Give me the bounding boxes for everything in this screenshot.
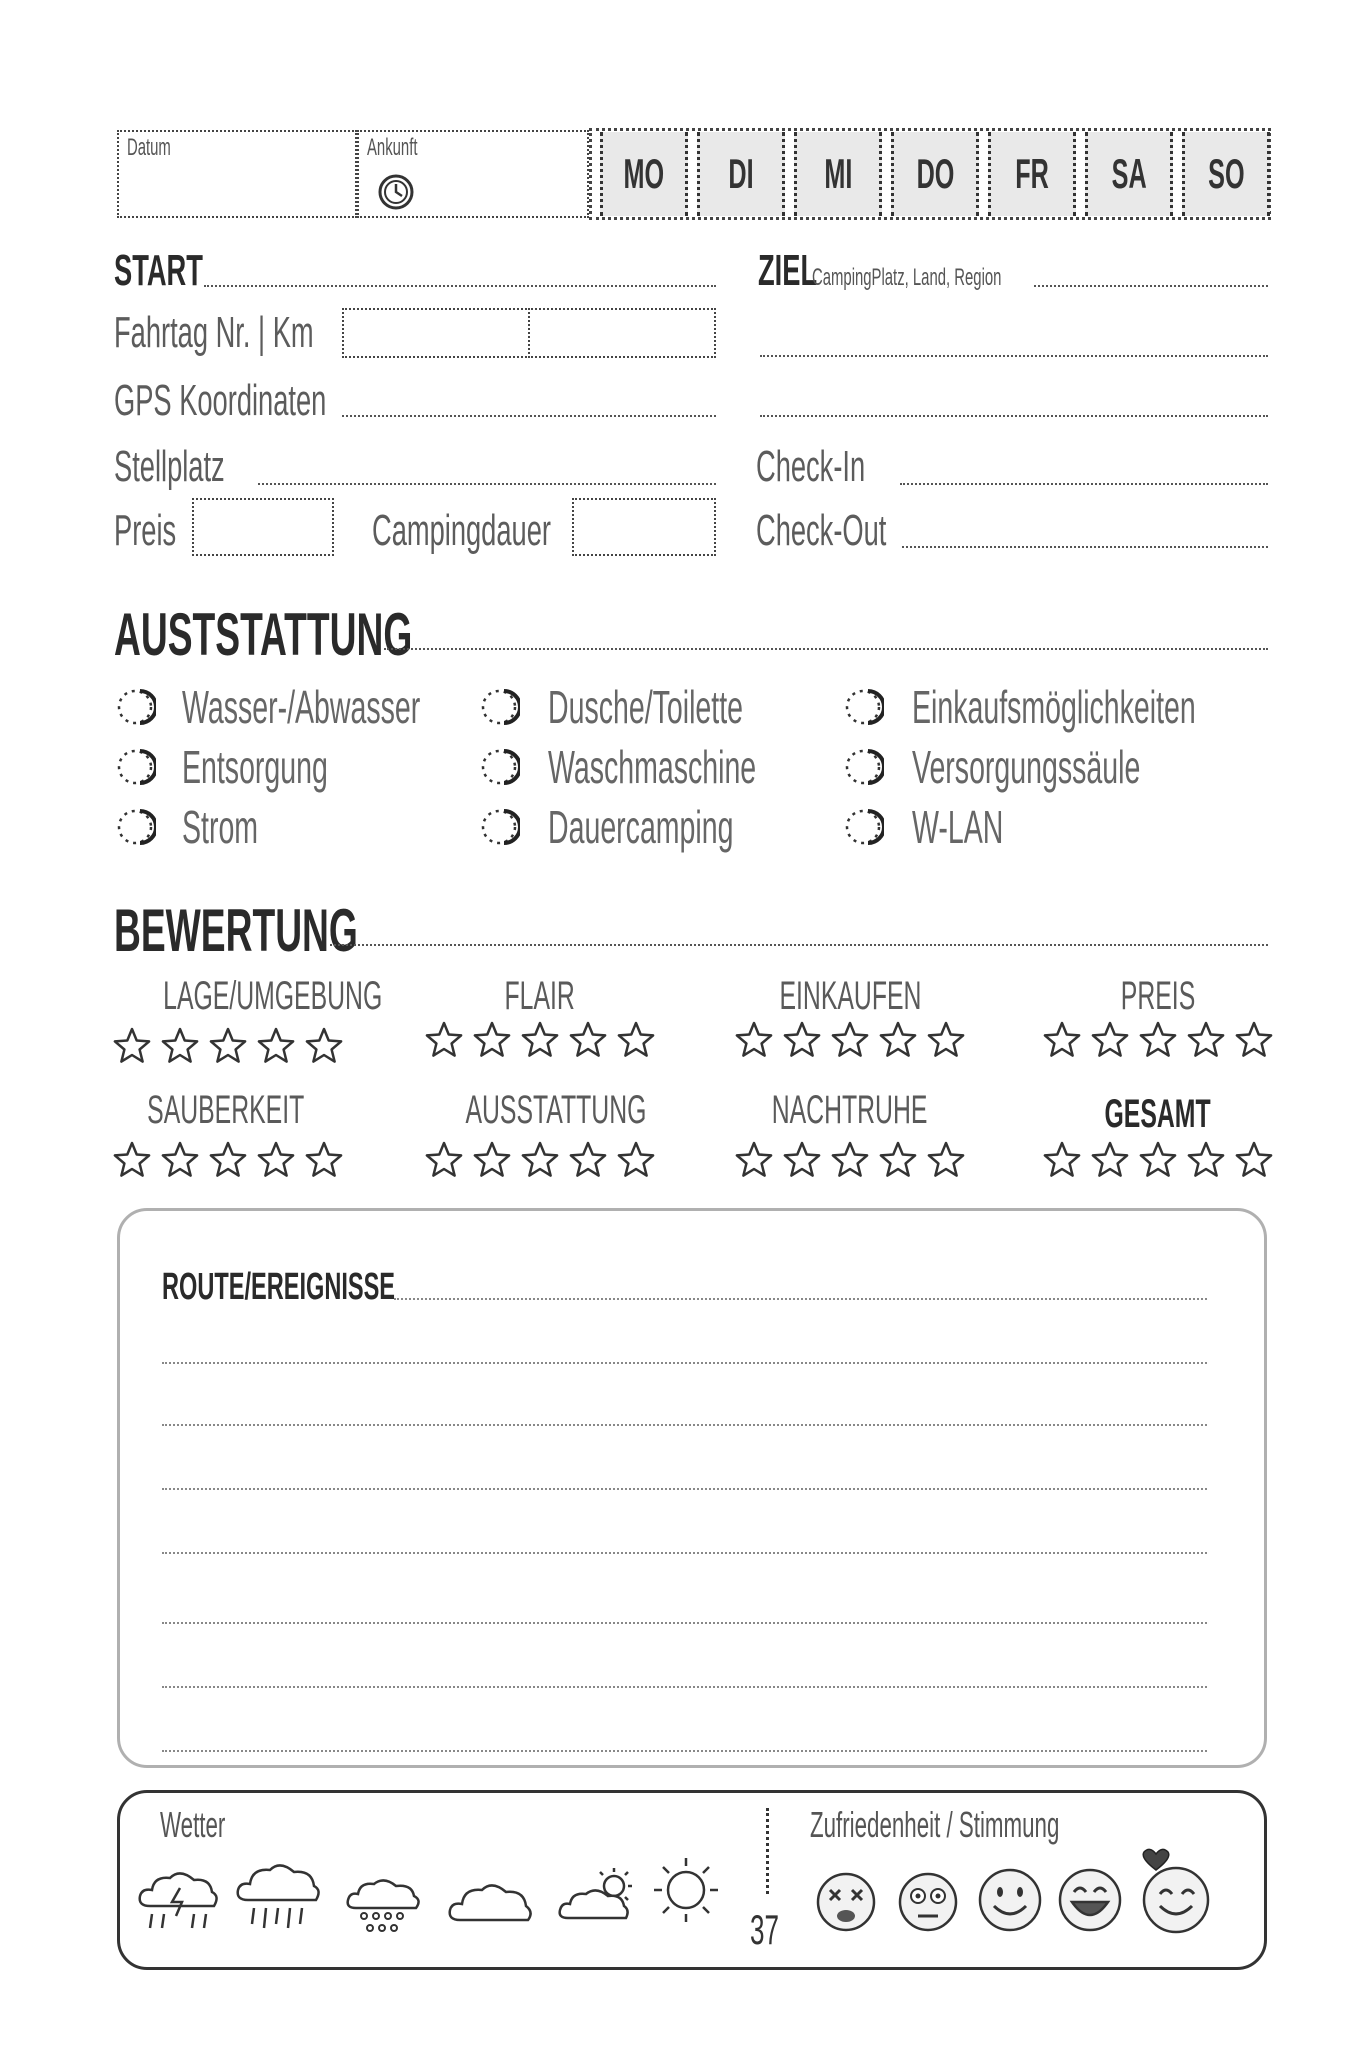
clock-icon [376,172,416,212]
heavy-rain-icon[interactable] [234,1860,324,1936]
partly-cloudy-icon[interactable] [556,1862,640,1928]
checkin-field[interactable] [900,483,1268,485]
rating-einkaufen[interactable] [734,1020,974,1060]
checkbox-strom[interactable] [114,806,156,848]
note-line[interactable] [162,1750,1207,1752]
category-nachtruhe: NACHTRUHE [772,1088,928,1132]
category-ausstattung: AUSSTATTUNG [465,1088,647,1132]
star-icon[interactable] [619,1143,653,1176]
day-do[interactable]: DO [891,132,979,216]
feature-strom: Strom [182,801,259,853]
fahrtag-label: Fahrtag Nr. | Km [114,308,314,357]
day-so[interactable]: SO [1182,132,1270,216]
star-icon[interactable] [307,1143,341,1176]
start-label: START [114,246,203,295]
sun-icon[interactable] [646,1850,726,1930]
ziel-field[interactable] [1034,285,1268,287]
star-icon[interactable] [427,1143,461,1176]
date-label: Datum [127,134,171,161]
rating-nachtruhe[interactable] [734,1140,974,1180]
category-sauberkeit: SAUBERKEIT [147,1088,305,1132]
ausstattung-rule [384,648,1268,650]
star-icon[interactable] [427,1023,461,1056]
hail-icon[interactable] [344,1874,424,1938]
smile-face-icon[interactable] [976,1866,1044,1934]
star-icon[interactable] [1189,1023,1223,1056]
star-icon[interactable] [571,1023,605,1056]
preis-field[interactable] [192,498,334,556]
grin-face-icon[interactable] [1056,1866,1124,1934]
star-icon[interactable] [307,1029,341,1062]
checkbox-einkauf[interactable] [842,686,884,728]
feature-einkauf: Einkaufsmöglichkeiten [912,681,1196,733]
stellplatz-label: Stellplatz [114,442,225,491]
star-icon[interactable] [881,1143,915,1176]
checkin-label: Check-In [756,442,866,491]
ziel-hint: CampingPlatz, Land, Region [812,264,1002,291]
star-icon[interactable] [881,1023,915,1056]
note-line[interactable] [162,1552,1207,1554]
feature-waschmaschine: Waschmaschine [548,741,757,793]
day-sa[interactable]: SA [1085,132,1173,216]
star-icon[interactable] [1093,1143,1127,1176]
campingdauer-field[interactable] [572,498,716,556]
checkbox-dusche[interactable] [478,686,520,728]
day-di[interactable]: DI [697,132,785,216]
star-icon[interactable] [1093,1023,1127,1056]
checkbox-dauercamping[interactable] [478,806,520,848]
star-icon[interactable] [737,1023,771,1056]
checkbox-versorgung[interactable] [842,746,884,788]
gps-label: GPS Koordinaten [114,376,327,425]
star-icon[interactable] [1237,1143,1271,1176]
route-heading: ROUTE/EREIGNISSE [162,1266,396,1308]
day-mo[interactable]: MO [600,132,688,216]
star-icon[interactable] [163,1143,197,1176]
star-icon[interactable] [211,1029,245,1062]
day-mi[interactable]: MI [794,132,882,216]
love-face-icon[interactable] [1136,1846,1216,1936]
note-line[interactable] [162,1686,1207,1688]
fahrtag-km-field[interactable] [528,308,716,358]
star-icon[interactable] [163,1029,197,1062]
star-icon[interactable] [475,1143,509,1176]
feature-versorgung: Versorgungssäule [912,741,1141,793]
star-icon[interactable] [571,1143,605,1176]
star-icon[interactable] [929,1023,963,1056]
fahrtag-nr-field[interactable] [342,308,530,358]
star-icon[interactable] [259,1029,293,1062]
rating-lage[interactable] [112,1026,352,1066]
feature-wasser: Wasser-/Abwasser [182,681,421,733]
preis-label: Preis [114,506,177,555]
feature-entsorgung: Entsorgung [182,741,328,793]
arrival-label: Ankunft [367,134,418,161]
star-icon[interactable] [1237,1023,1271,1056]
star-icon[interactable] [1141,1023,1175,1056]
gps-field[interactable] [342,415,716,417]
bewertung-heading: BEWERTUNG [114,897,358,964]
ziel-label: ZIEL [758,246,818,295]
divider [766,1808,769,1894]
note-line[interactable] [162,1488,1207,1490]
start-field[interactable] [204,285,716,287]
feature-dusche: Dusche/Toilette [548,681,743,733]
ziel-field-3[interactable] [760,415,1268,417]
category-preis: PREIS [1120,974,1196,1018]
thunderstorm-icon[interactable] [136,1866,222,1936]
star-icon[interactable] [475,1023,509,1056]
checkbox-entsorgung[interactable] [114,746,156,788]
neutral-face-icon[interactable] [896,1870,960,1934]
rating-ausstattung[interactable] [424,1140,664,1180]
dizzy-face-icon[interactable] [814,1870,878,1934]
bewertung-rule [330,944,1268,946]
star-icon[interactable] [211,1143,245,1176]
rating-preis[interactable] [1042,1020,1282,1060]
checkbox-wlan[interactable] [842,806,884,848]
star-icon[interactable] [115,1143,149,1176]
note-line[interactable] [162,1362,1207,1364]
star-icon[interactable] [1141,1143,1175,1176]
feature-wlan: W-LAN [912,801,1004,853]
campingdauer-label: Campingdauer [372,506,551,555]
category-flair: FLAIR [504,974,576,1018]
star-icon[interactable] [523,1023,557,1056]
rating-gesamt[interactable] [1042,1140,1282,1180]
checkbox-waschmaschine[interactable] [478,746,520,788]
category-lage: LAGE/UMGEBUNG [163,974,383,1018]
wetter-label: Wetter [160,1804,226,1845]
star-icon[interactable] [1045,1023,1079,1056]
ausstattung-heading: AUSTSTATTUNG [114,601,413,668]
note-line[interactable] [394,1298,1207,1300]
cloud-icon[interactable] [446,1880,536,1926]
star-icon[interactable] [115,1029,149,1062]
star-icon[interactable] [785,1143,819,1176]
stellplatz-field[interactable] [258,483,716,485]
star-icon[interactable] [619,1023,653,1056]
star-icon[interactable] [737,1143,771,1176]
page-number: 37 [750,1906,779,1953]
star-icon[interactable] [1189,1143,1223,1176]
rating-flair[interactable] [424,1020,664,1060]
rating-sauberkeit[interactable] [112,1140,352,1180]
category-gesamt: GESAMT [1104,1092,1212,1136]
star-icon[interactable] [929,1143,963,1176]
star-icon[interactable] [259,1143,293,1176]
note-line[interactable] [162,1424,1207,1426]
checkout-label: Check-Out [756,506,887,555]
star-icon[interactable] [833,1143,867,1176]
star-icon[interactable] [1045,1143,1079,1176]
ziel-field-2[interactable] [760,355,1268,357]
feature-dauercamping: Dauercamping [548,801,734,853]
day-fr[interactable]: FR [988,132,1076,216]
star-icon[interactable] [785,1023,819,1056]
note-line[interactable] [162,1622,1207,1624]
category-einkaufen: EINKAUFEN [779,974,921,1018]
stimmung-label: Zufriedenheit / Stimmung [810,1804,1060,1845]
checkout-field[interactable] [902,546,1268,548]
star-icon[interactable] [833,1023,867,1056]
star-icon[interactable] [523,1143,557,1176]
checkbox-wasser[interactable] [114,686,156,728]
